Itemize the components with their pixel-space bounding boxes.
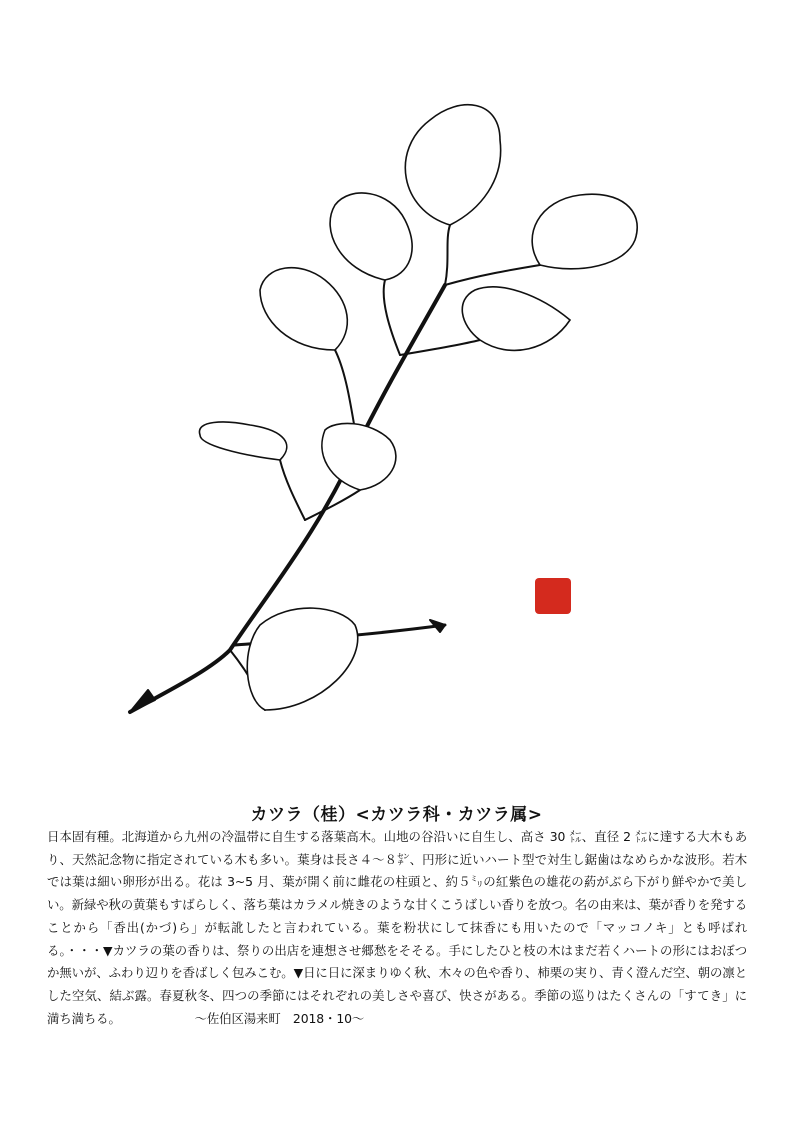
leaf — [532, 194, 637, 269]
page-title: カツラ（桂）<カツラ科・カツラ属> — [250, 805, 543, 825]
leaf — [199, 422, 286, 460]
description-text — [47, 826, 747, 1030]
katsura-branch-illustration — [100, 60, 700, 740]
leaf — [322, 423, 396, 490]
leaf — [330, 193, 412, 280]
leaf — [405, 105, 500, 225]
red-seal-stamp — [535, 578, 571, 614]
branch-tip-bud — [130, 690, 155, 712]
leaf — [247, 608, 357, 710]
signature-text: ～佐伯区湯来町 2018・10～ — [194, 1010, 365, 1026]
leaf — [260, 268, 347, 350]
body-text: 日本固有種。北海道から九州の冷温帯に自生する落葉高木。山地の谷沿いに自生し、高さ 30 ㍍、直径 2 ㍍に達する大木もあり、天然記念物に指定されている木も多い。葉身は長さ４～８㌢、円形に近いハート型で対生し鋸歯はなめらかな波形。若木では葉は細い卵形が出る。花は 3~5 月、葉が開く前に雌花の柱頭と、約５㍉の紅紫色の雄花の葯がぶら下がり鮮やかで美しい。新緑や秋の黄葉もすばらしく、落ち葉はカラメル焼きのような甘くこうばしい香りを放つ。名の由来は、葉が香りを発することから「香出(かづ)ら」が転訛したと言われている。葉を粉状にして抹香にも用いたので「マッコノキ」とも呼ばれる。・・・▼カツラの葉の香りは、祭りの出店を連想させ郷愁をそそる。手にしたひと枝の木はまだ若くハートの形にはおぼつか無いが、ふわり辺りを香ばしく包みこむ。▼日に日に深まりゆく秋、木々の色や香り、柿栗の実り、青く澄んだ空、朝の凛とした空気、結ぶ露。春夏秋冬、四つの季節にはそれぞれの美しさや喜び、快さがある。季節の巡りはたくさんの「すてき」に満ち満ちる。 — [47, 829, 747, 1026]
